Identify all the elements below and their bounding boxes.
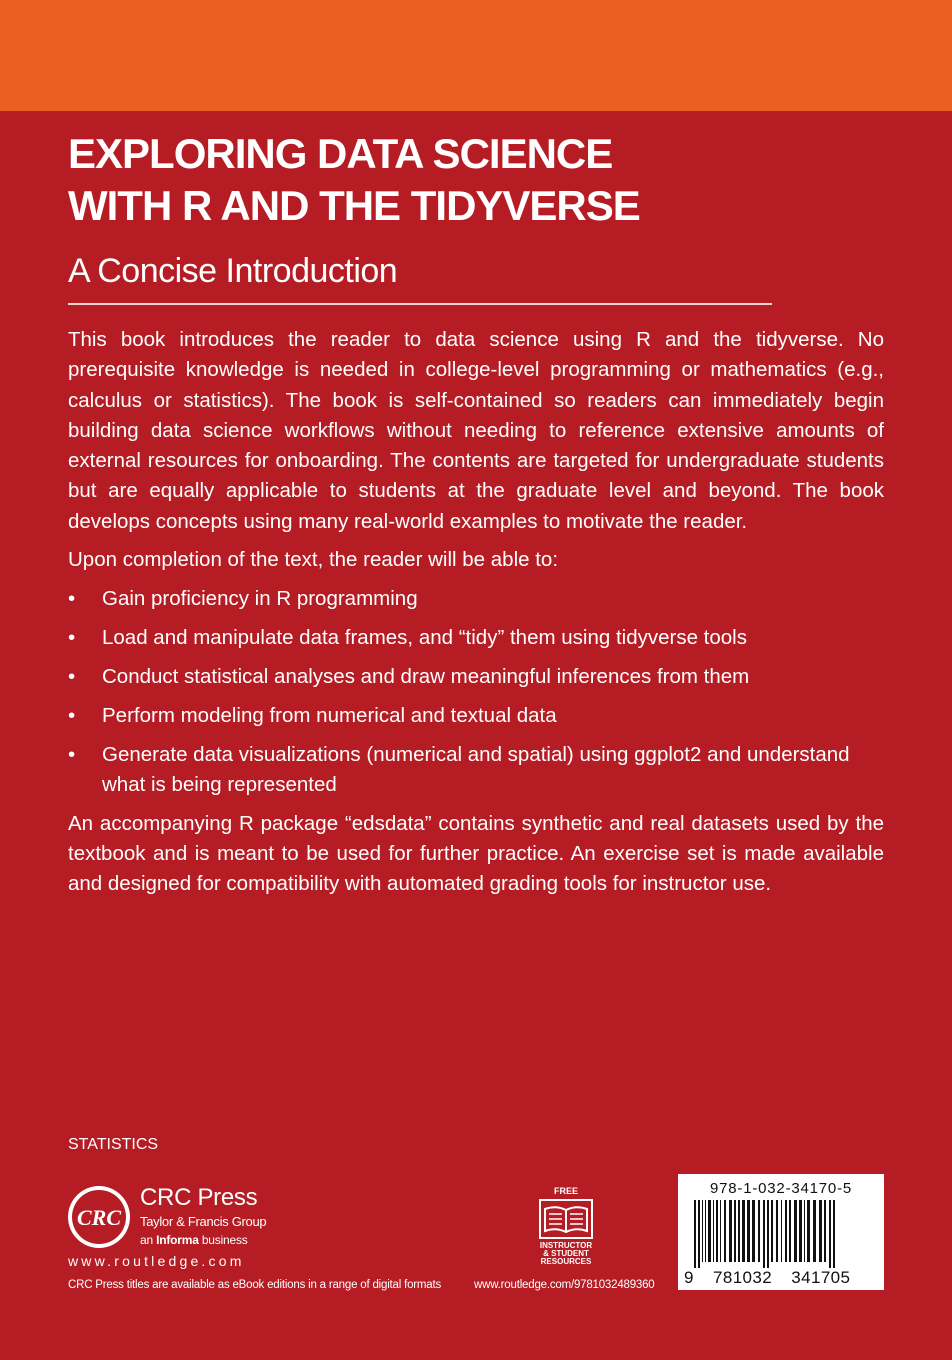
isbn-digits [684, 1268, 880, 1288]
barcode-bar [738, 1200, 740, 1262]
book-subtitle: A Concise Introduction [68, 252, 398, 290]
barcode-bar [833, 1200, 835, 1268]
barcode-bar [716, 1200, 718, 1262]
barcode-bar [763, 1200, 765, 1268]
barcode-bar [698, 1200, 700, 1268]
publisher-website: www.routledge.com [68, 1253, 245, 1269]
bullet-icon: • [68, 664, 76, 688]
barcode-bar [742, 1200, 745, 1262]
bullet-icon: • [68, 587, 76, 611]
resources-url: www.routledge.com/9781032489360 [474, 1279, 655, 1291]
barcode-bar [799, 1200, 802, 1262]
barcode-bar [752, 1200, 755, 1262]
isbn-group-2: 341705 [791, 1268, 851, 1287]
resources-label: INSTRUCTOR & STUDENT RESOURCES [539, 1241, 593, 1266]
list-item [68, 584, 884, 614]
list-item-text: Generate data visualizations (numerical and spatial) using ggplot2 and understand what is being represented [102, 742, 850, 796]
barcode-bar [824, 1200, 826, 1262]
barcode-bar [819, 1200, 822, 1262]
barcode-bar [729, 1200, 732, 1262]
ebook-note: CRC Press titles are available as eBook editions in a range of digital formats [68, 1279, 442, 1291]
package-paragraph: An accompanying R package “edsdata” contains synthetic and real datasets used by the textbook and is meant to be used for further practice. An exercise set is made available and designed for compatibility with automated grading tools for instructor use. [68, 811, 884, 896]
subject-category: STATISTICS [68, 1136, 159, 1153]
title-divider [68, 303, 772, 305]
barcode-bar [789, 1200, 791, 1262]
barcode-bar [708, 1200, 711, 1262]
informa-brand: Informa [156, 1233, 199, 1247]
open-book-icon [539, 1199, 593, 1239]
barcode-bar [694, 1200, 696, 1268]
list-item-text: Load and manipulate data frames, and “tidy” them using tidyverse tools [102, 626, 747, 650]
list-item-text: Perform modeling from numerical and textual data [102, 703, 557, 727]
list-item-text: Gain proficiency in R programming [102, 587, 418, 611]
description-paragraph: This book introduces the reader to data science using R and the tidyverse. No prerequisite knowledge is needed in college-level programming or mathematics (e.g., calculus or statistics). The book is self-contained so readers can immediately begin building data science workflows without needing to reference extensive amounts of external resources for onboarding. The contents are targeted for undergraduate students but are equally applicable to students at the graduate level and beyond. The book develops concepts using many real-world examples to motivate the reader. [68, 328, 884, 533]
outcomes-lead: Upon completion of the text, the reader will be able to: [68, 548, 559, 572]
barcode-bar [785, 1200, 787, 1262]
list-item [68, 740, 884, 801]
bullet-icon: • [68, 703, 76, 727]
barcode-bar [702, 1200, 703, 1262]
crc-logo-icon [66, 1184, 132, 1250]
barcode-bar [794, 1200, 797, 1262]
isbn-barcode-panel [678, 1174, 884, 1290]
resources-badge [532, 1186, 600, 1266]
list-item [68, 701, 884, 731]
barcode-bar [771, 1200, 773, 1262]
bullet-icon: • [68, 626, 76, 650]
barcode-bar [747, 1200, 750, 1262]
barcode-bar [767, 1200, 769, 1268]
publisher-name: CRC Press [140, 1184, 258, 1211]
crc-logo-text: CRC [76, 1205, 122, 1230]
outcomes-list [68, 584, 884, 800]
barcode-bar [713, 1200, 714, 1262]
barcode-bar [734, 1200, 736, 1262]
list-item-text: Conduct statistical analyses and draw meaningful inferences from them [102, 664, 750, 688]
publisher-business: an Informa business [140, 1233, 248, 1247]
barcode-bar [829, 1200, 831, 1268]
bullet-icon: • [68, 742, 76, 766]
list-item [68, 623, 884, 653]
barcode-bar [781, 1200, 782, 1262]
isbn-first-digit: 9 [684, 1268, 694, 1287]
list-item [68, 662, 884, 692]
resources-free-label: FREE [553, 1186, 578, 1196]
barcode-bar [807, 1200, 810, 1262]
publisher-group: Taylor & Francis Group [140, 1214, 267, 1229]
isbn-group-1: 781032 [712, 1268, 773, 1287]
barcode-bar [705, 1200, 706, 1262]
barcode-icon [686, 1200, 876, 1268]
book-title-line-1: EXPLORING DATA SCIENCE [68, 130, 613, 177]
book-title-line-2: WITH R AND THE TIDYVERSE [68, 182, 640, 229]
blurb [68, 325, 884, 900]
barcode-bar [776, 1200, 778, 1262]
barcode-bar [804, 1200, 805, 1262]
barcode-bar [758, 1200, 760, 1262]
top-color-band [0, 0, 952, 111]
barcode-bar [720, 1200, 721, 1262]
book-title [68, 128, 868, 232]
isbn-number: 978-1-032-34170-5 [709, 1180, 853, 1197]
barcode-bar [813, 1200, 816, 1262]
barcode-bar [724, 1200, 726, 1262]
